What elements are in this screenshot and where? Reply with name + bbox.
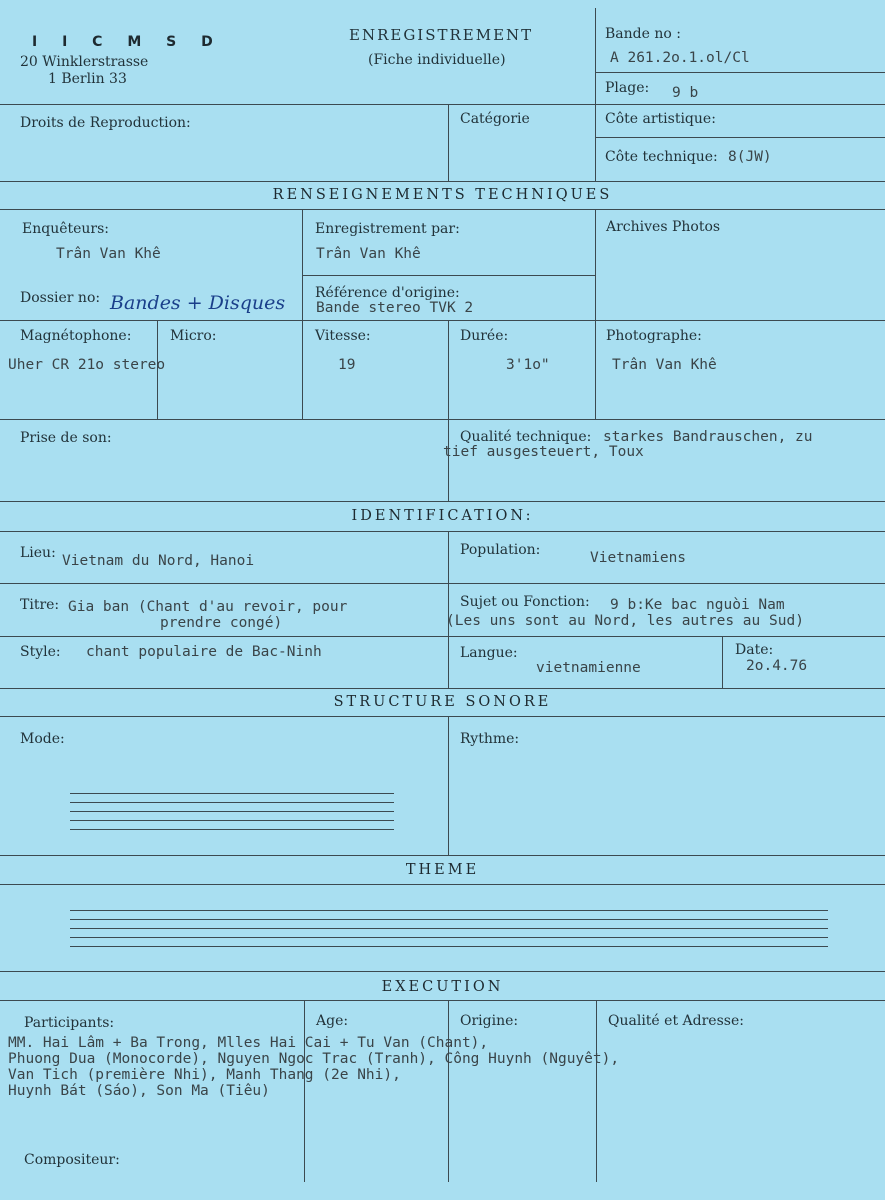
bande-value: A 261.2o.1.ol/Cl [610,50,750,66]
qualite-technique-value-2: tief ausgesteuert, Toux [443,444,644,460]
qualite-technique-value-1: starkes Bandrauschen, zu [603,429,813,445]
vitesse-value: 19 [338,357,356,373]
rule-qualite-left [596,1000,597,1182]
enqueteurs-label: Enquêteurs: [22,221,110,237]
titre-label: Titre: [20,597,60,613]
rule-population-left [448,531,449,688]
rythme-label: Rythme: [460,731,520,747]
prise-de-son-label: Prise de son: [20,430,112,446]
section-execution: EXECUTION [381,979,504,995]
section-structure-sonore: STRUCTURE SONORE [333,694,552,710]
rule-header-bottom [0,104,885,105]
rule-theme-top [0,855,885,856]
rule-archives-left [595,209,596,419]
theme-staff-line [70,946,828,947]
mode-staff-line [70,820,394,821]
plage-value: 9 b [672,85,699,101]
age-label: Age: [316,1013,349,1029]
sujet-label: Sujet ou Fonction: [460,594,590,610]
rule-age-left [304,1000,305,1182]
participants-line-3: Van Tich (première Nhi), Manh Thang (2e Nhi), [8,1067,401,1083]
mode-staff-line [70,802,394,803]
enqueteurs-value: Trân Van Khê [56,246,161,262]
form-title: ENREGISTREMENT [349,26,534,44]
rule-section-tech-top [0,181,885,182]
mode-staff-line [70,811,394,812]
rule-ident-bottom [0,531,885,532]
rule-duree-left [448,320,449,501]
form-subtitle: (Fiche individuelle) [368,52,506,68]
rule-cote-mid [595,137,885,138]
rule-ident-top [0,501,885,502]
rule-origine-left [448,1000,449,1182]
reference-label: Référence d'origine: [315,285,460,301]
lieu-value: Vietnam du Nord, Hanoi [62,553,255,569]
duree-value: 3'1o" [506,357,550,373]
section-renseignements-techniques: RENSEIGNEMENTS TECHNIQUES [272,187,613,203]
qualite-adresse-label: Qualité et Adresse: [608,1013,744,1029]
micro-label: Micro: [170,328,217,344]
vitesse-label: Vitesse: [315,328,371,344]
titre-value-1: Gia ban (Chant d'au revoir, pour [68,599,348,615]
rule-struct-top [0,688,885,689]
rule-enreg-left [302,209,303,419]
theme-staff-line [70,937,828,938]
photographe-value: Trân Van Khê [612,357,717,373]
photographe-label: Photographe: [606,328,702,344]
mode-staff-line [70,793,394,794]
date-label: Date: [735,642,774,658]
sujet-value-2: (Les uns sont au Nord, les autres au Sud) [446,613,804,629]
langue-value: vietnamienne [536,660,641,676]
droits-label: Droits de Reproduction: [20,115,191,131]
rule-theme-bottom [0,884,885,885]
participants-line-4: Huynh Bát (Sáo), Son Ma (Tiêu) [8,1083,270,1099]
rule-exec-bottom [0,1000,885,1001]
compositeur-label: Compositeur: [24,1152,120,1168]
rule-date-left [722,636,723,688]
categorie-label: Catégorie [460,111,530,127]
mode-label: Mode: [20,731,65,747]
address-city: 1 Berlin 33 [48,71,127,87]
plage-label: Plage: [605,80,650,96]
dossier-value: Bandes + Disques [110,292,286,314]
rule-exec-top [0,971,885,972]
section-identification: IDENTIFICATION: [351,508,534,524]
titre-value-2: prendre congé) [160,615,283,631]
bande-label: Bande no : [605,26,681,42]
rule-titre-top [0,583,885,584]
origine-label: Origine: [460,1013,519,1029]
rule-bande-left [595,8,596,181]
qualite-technique-label: Qualité technique: [460,429,592,445]
rule-categorie-left [448,104,449,181]
style-value: chant populaire de Bac-Ninh [86,644,322,660]
rule-struct-bottom [0,716,885,717]
rule-magneto-top [0,320,885,321]
rule-plage-top [595,72,885,73]
enregistrement-par-value: Trân Van Khê [316,246,421,262]
enregistrement-par-label: Enregistrement par: [315,221,460,237]
magnetophone-value: Uher CR 21o stereo [8,357,166,373]
rule-style-top [0,636,885,637]
rule-prise-top [0,419,885,420]
address-street: 20 Winklerstrasse [20,54,149,70]
theme-staff-line [70,910,828,911]
section-theme: THEME [405,862,480,878]
population-label: Population: [460,542,541,558]
population-value: Vietnamiens [590,550,687,566]
dossier-label: Dossier no: [20,290,101,306]
lieu-label: Lieu: [20,545,56,561]
mode-staff-line [70,829,394,830]
style-label: Style: [20,644,61,660]
archives-photos-label: Archives Photos [606,219,721,235]
magnetophone-label: Magnétophone: [20,328,132,344]
participants-line-2: Phuong Dua (Monocorde), Nguyen Ngoc Trac (Tranh), Công Huynh (Nguyêt), [8,1051,620,1067]
cote-artistique-label: Côte artistique: [605,111,716,127]
reference-value: Bande stereo TVK 2 [316,300,474,316]
date-value: 2o.4.76 [746,658,808,674]
rule-section-tech-bottom [0,209,885,210]
cote-technique-label: Côte technique: [605,149,718,165]
cote-technique-value: 8(JW) [728,149,772,165]
theme-staff-line [70,928,828,929]
sujet-value-1: 9 b:Ke bac nguòi Nam [610,597,785,613]
duree-label: Durée: [460,328,509,344]
participants-line-1: MM. Hai Lâm + Ba Trong, Mlles Hai Cai + Tu Van (Chant), [8,1035,489,1051]
theme-staff-line [70,919,828,920]
langue-label: Langue: [460,645,518,661]
org-logo: I I C M S D [32,34,223,50]
rule-rythme-left [448,716,449,855]
participants-label: Participants: [24,1015,115,1031]
rule-dossier-top [302,275,595,276]
